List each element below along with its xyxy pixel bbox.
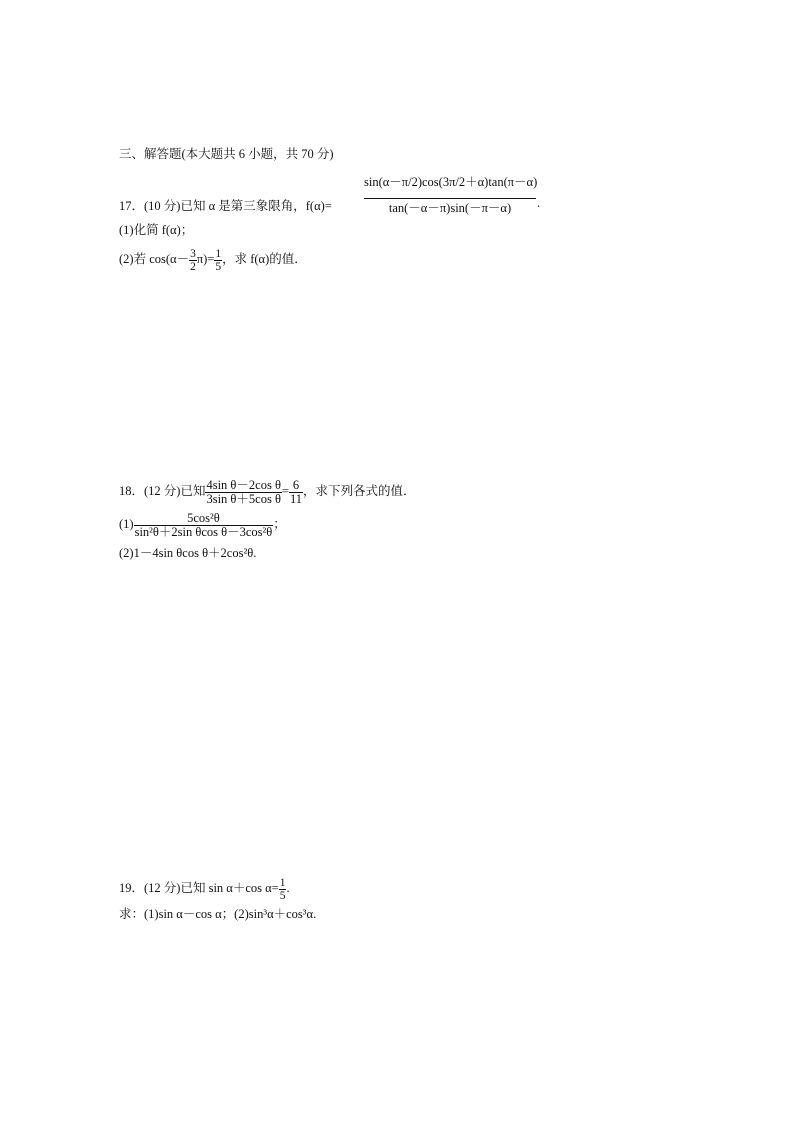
q18-tail: ，求下列各式的值． <box>303 484 416 498</box>
q18-part1-label: (1) <box>119 517 134 531</box>
q18-given-den: 3sin θ＋5cos θ <box>206 491 281 506</box>
q17-part2-fraction <box>189 248 197 273</box>
q19-value-fraction <box>279 876 290 902</box>
q18-part1-den: sin²θ＋2sin θcos θ－3cos²θ <box>134 524 273 539</box>
q18-given-num: 4sin θ－2cos θ <box>206 477 281 492</box>
q18-lead: 18．(12 分)已知 <box>119 484 206 498</box>
q17-part1: (1)化简 f(α)； <box>119 223 194 237</box>
section-heading: 三、解答题(本大题共 6 小题，共 70 分) <box>119 147 334 161</box>
q17-part2-val-den: 5 <box>215 260 222 273</box>
q18-eq: = <box>281 484 289 498</box>
q17-end: . <box>537 196 541 210</box>
q19-val-den: 5 <box>279 889 286 902</box>
q19-val-num: 1 <box>279 876 286 889</box>
q18-value-fraction <box>289 479 303 506</box>
q17-fraction <box>364 166 536 217</box>
q18-given-fraction <box>205 479 281 506</box>
q17-part2-value <box>214 248 222 273</box>
q18-part1-end: ； <box>273 517 286 531</box>
q18-part1-fraction <box>134 512 274 539</box>
q18-part1 <box>119 509 286 539</box>
q18-val-num: 6 <box>289 479 303 493</box>
q18-part2: (2)1－4sin θcos θ＋2cos²θ. <box>119 546 257 560</box>
q17-part2-pre: (2)若 cos(α－ <box>119 252 190 266</box>
q17-part2-frac-num: 3 <box>190 247 196 260</box>
q17-part2-frac-den: 2 <box>190 260 196 273</box>
q19-end: . <box>286 881 290 895</box>
q18-part1-num: 5cos²θ <box>134 512 274 526</box>
q18-val-den: 11 <box>290 491 303 506</box>
q17-part2-mid: π)= <box>196 252 215 266</box>
q17-part2-post: ，求 f(α)的值． <box>222 252 307 266</box>
q17-part2 <box>119 244 307 274</box>
q17-part2-val-num: 1 <box>215 247 222 260</box>
q19-line <box>119 872 290 904</box>
q19-ask: 求：(1)sin α－cos α；(2)sin³α＋cos³α. <box>119 907 317 921</box>
q18-line <box>119 474 416 508</box>
q17-lead: 17．(10 分)已知 α 是第三象限角，f(α)= <box>119 199 332 213</box>
q17-numerator: sin(α－π/2)cos(3π/2＋α)tan(π－α) <box>364 166 536 199</box>
q17-denominator: tan(－α－π)sin(－π－α) <box>388 201 512 215</box>
q19-lead: 19．(12 分)已知 sin α＋cos α= <box>119 881 279 895</box>
